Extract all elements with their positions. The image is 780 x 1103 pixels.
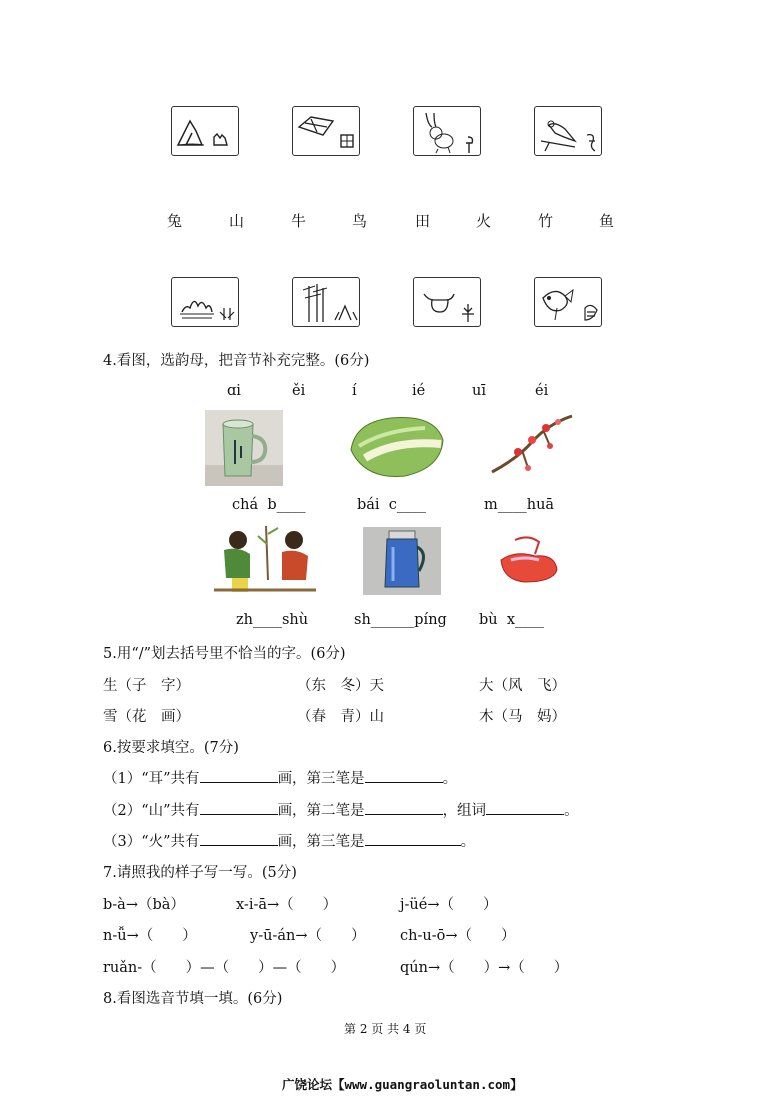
q4-row1-2: bái c____ xyxy=(357,497,426,513)
shoes-image xyxy=(495,530,563,588)
q5-item: 雪（花 画） xyxy=(103,709,190,725)
planting-tree-image xyxy=(210,524,320,596)
q7-item: x-i-ā→（ ） xyxy=(236,897,338,913)
q6-line2-b: 画，第二笔是 xyxy=(277,803,365,819)
char-tian: 田 xyxy=(415,212,432,230)
q4-row1-3: m____huā xyxy=(484,497,555,513)
q6-line3 xyxy=(103,830,475,851)
q6-line2-c: ，组词 xyxy=(442,803,487,819)
q6-line3-c: 。 xyxy=(460,834,476,850)
q5-item: 大（风 飞） xyxy=(479,678,566,694)
site-watermark: 广饶论坛【www.guangraoluntan.com】 xyxy=(282,1077,523,1092)
thermos-image xyxy=(363,527,441,595)
char-tu: 兔 xyxy=(167,212,184,230)
final-ui: uī xyxy=(472,383,486,399)
q4-row1-1: chá b____ xyxy=(232,497,306,513)
q5-title: 5.用“/”划去括号里不恰当的字。(6分) xyxy=(103,646,346,662)
cabbage-image xyxy=(345,410,447,480)
q4-row2-3: bù x____ xyxy=(479,612,545,628)
answer-blank[interactable] xyxy=(200,770,278,783)
fish-pictograph xyxy=(534,277,602,327)
answer-blank[interactable] xyxy=(365,770,443,783)
char-yu: 鱼 xyxy=(599,212,616,230)
final-ie: ié xyxy=(412,383,426,399)
char-niao: 鸟 xyxy=(352,212,369,230)
q6-line1-b: 画，第三笔是 xyxy=(277,771,365,787)
q7-item: qún→（ ）→（ ） xyxy=(400,960,569,976)
q4-row2-1: zh____shù xyxy=(236,612,309,628)
bamboo-pictograph xyxy=(292,277,360,327)
final-ai: ɑi xyxy=(227,383,241,399)
q6-line2 xyxy=(103,799,579,820)
q6-line3-a: （3）“火”共有 xyxy=(103,834,200,850)
q6-line3-b: 画，第三笔是 xyxy=(277,834,365,850)
page-number: 第 2 页 共 4 页 xyxy=(344,1022,427,1036)
plum-blossom-image xyxy=(488,412,576,478)
answer-blank[interactable] xyxy=(365,802,443,815)
answer-blank[interactable] xyxy=(200,802,278,815)
field-pictograph xyxy=(292,106,360,156)
final-ei: ěi xyxy=(292,383,306,399)
q4-row2-2: sh______píng xyxy=(354,612,447,628)
char-zhu: 竹 xyxy=(538,212,555,230)
q4-title: 4.看图，选韵母，把音节补充完整。(6分) xyxy=(103,353,370,369)
q7-title: 7.请照我的样子写一写。(5分) xyxy=(103,865,297,881)
answer-blank[interactable] xyxy=(365,833,461,846)
q8-title: 8.看图选音节填一填。(6分) xyxy=(103,991,283,1007)
char-shan: 山 xyxy=(229,212,246,230)
q6-line1-a: （1）“耳”共有 xyxy=(103,771,200,787)
q7-item: y-ū-án→（ ） xyxy=(250,928,366,944)
cup-photo xyxy=(205,410,283,486)
q5-item: （东 冬）天 xyxy=(297,678,384,694)
q6-line2-a: （2）“山”共有 xyxy=(103,803,200,819)
q5-item: （春 青）山 xyxy=(297,709,384,725)
q7-item: n-ǚ→（ ） xyxy=(103,928,197,944)
rabbit-pictograph xyxy=(413,106,481,156)
q7-item: j-üé→（ ） xyxy=(400,897,498,913)
q6-line1-c: 。 xyxy=(442,771,458,787)
q5-item: 生（子 字） xyxy=(103,678,190,694)
final-i: í xyxy=(352,383,357,399)
answer-blank[interactable] xyxy=(486,802,564,815)
q7-item: ch-u-ō→（ ） xyxy=(400,928,516,944)
answer-blank[interactable] xyxy=(200,833,278,846)
q7-item: b-à→（bà） xyxy=(103,897,185,913)
q7-item: ruǎn-（ ）—（ ）—（ ） xyxy=(103,960,346,976)
char-niu: 牛 xyxy=(291,212,308,230)
q6-title: 6.按要求填空。(7分) xyxy=(103,740,239,756)
mountain-pictograph xyxy=(171,106,239,156)
ox-pictograph xyxy=(413,277,481,327)
q6-line1 xyxy=(103,767,457,788)
final-ei2: éi xyxy=(535,383,549,399)
q6-line2-d: 。 xyxy=(564,803,579,819)
char-huo: 火 xyxy=(476,212,493,230)
fire-pictograph xyxy=(171,277,239,327)
bird-pictograph xyxy=(534,106,602,156)
q5-item: 木（马 妈） xyxy=(479,709,566,725)
